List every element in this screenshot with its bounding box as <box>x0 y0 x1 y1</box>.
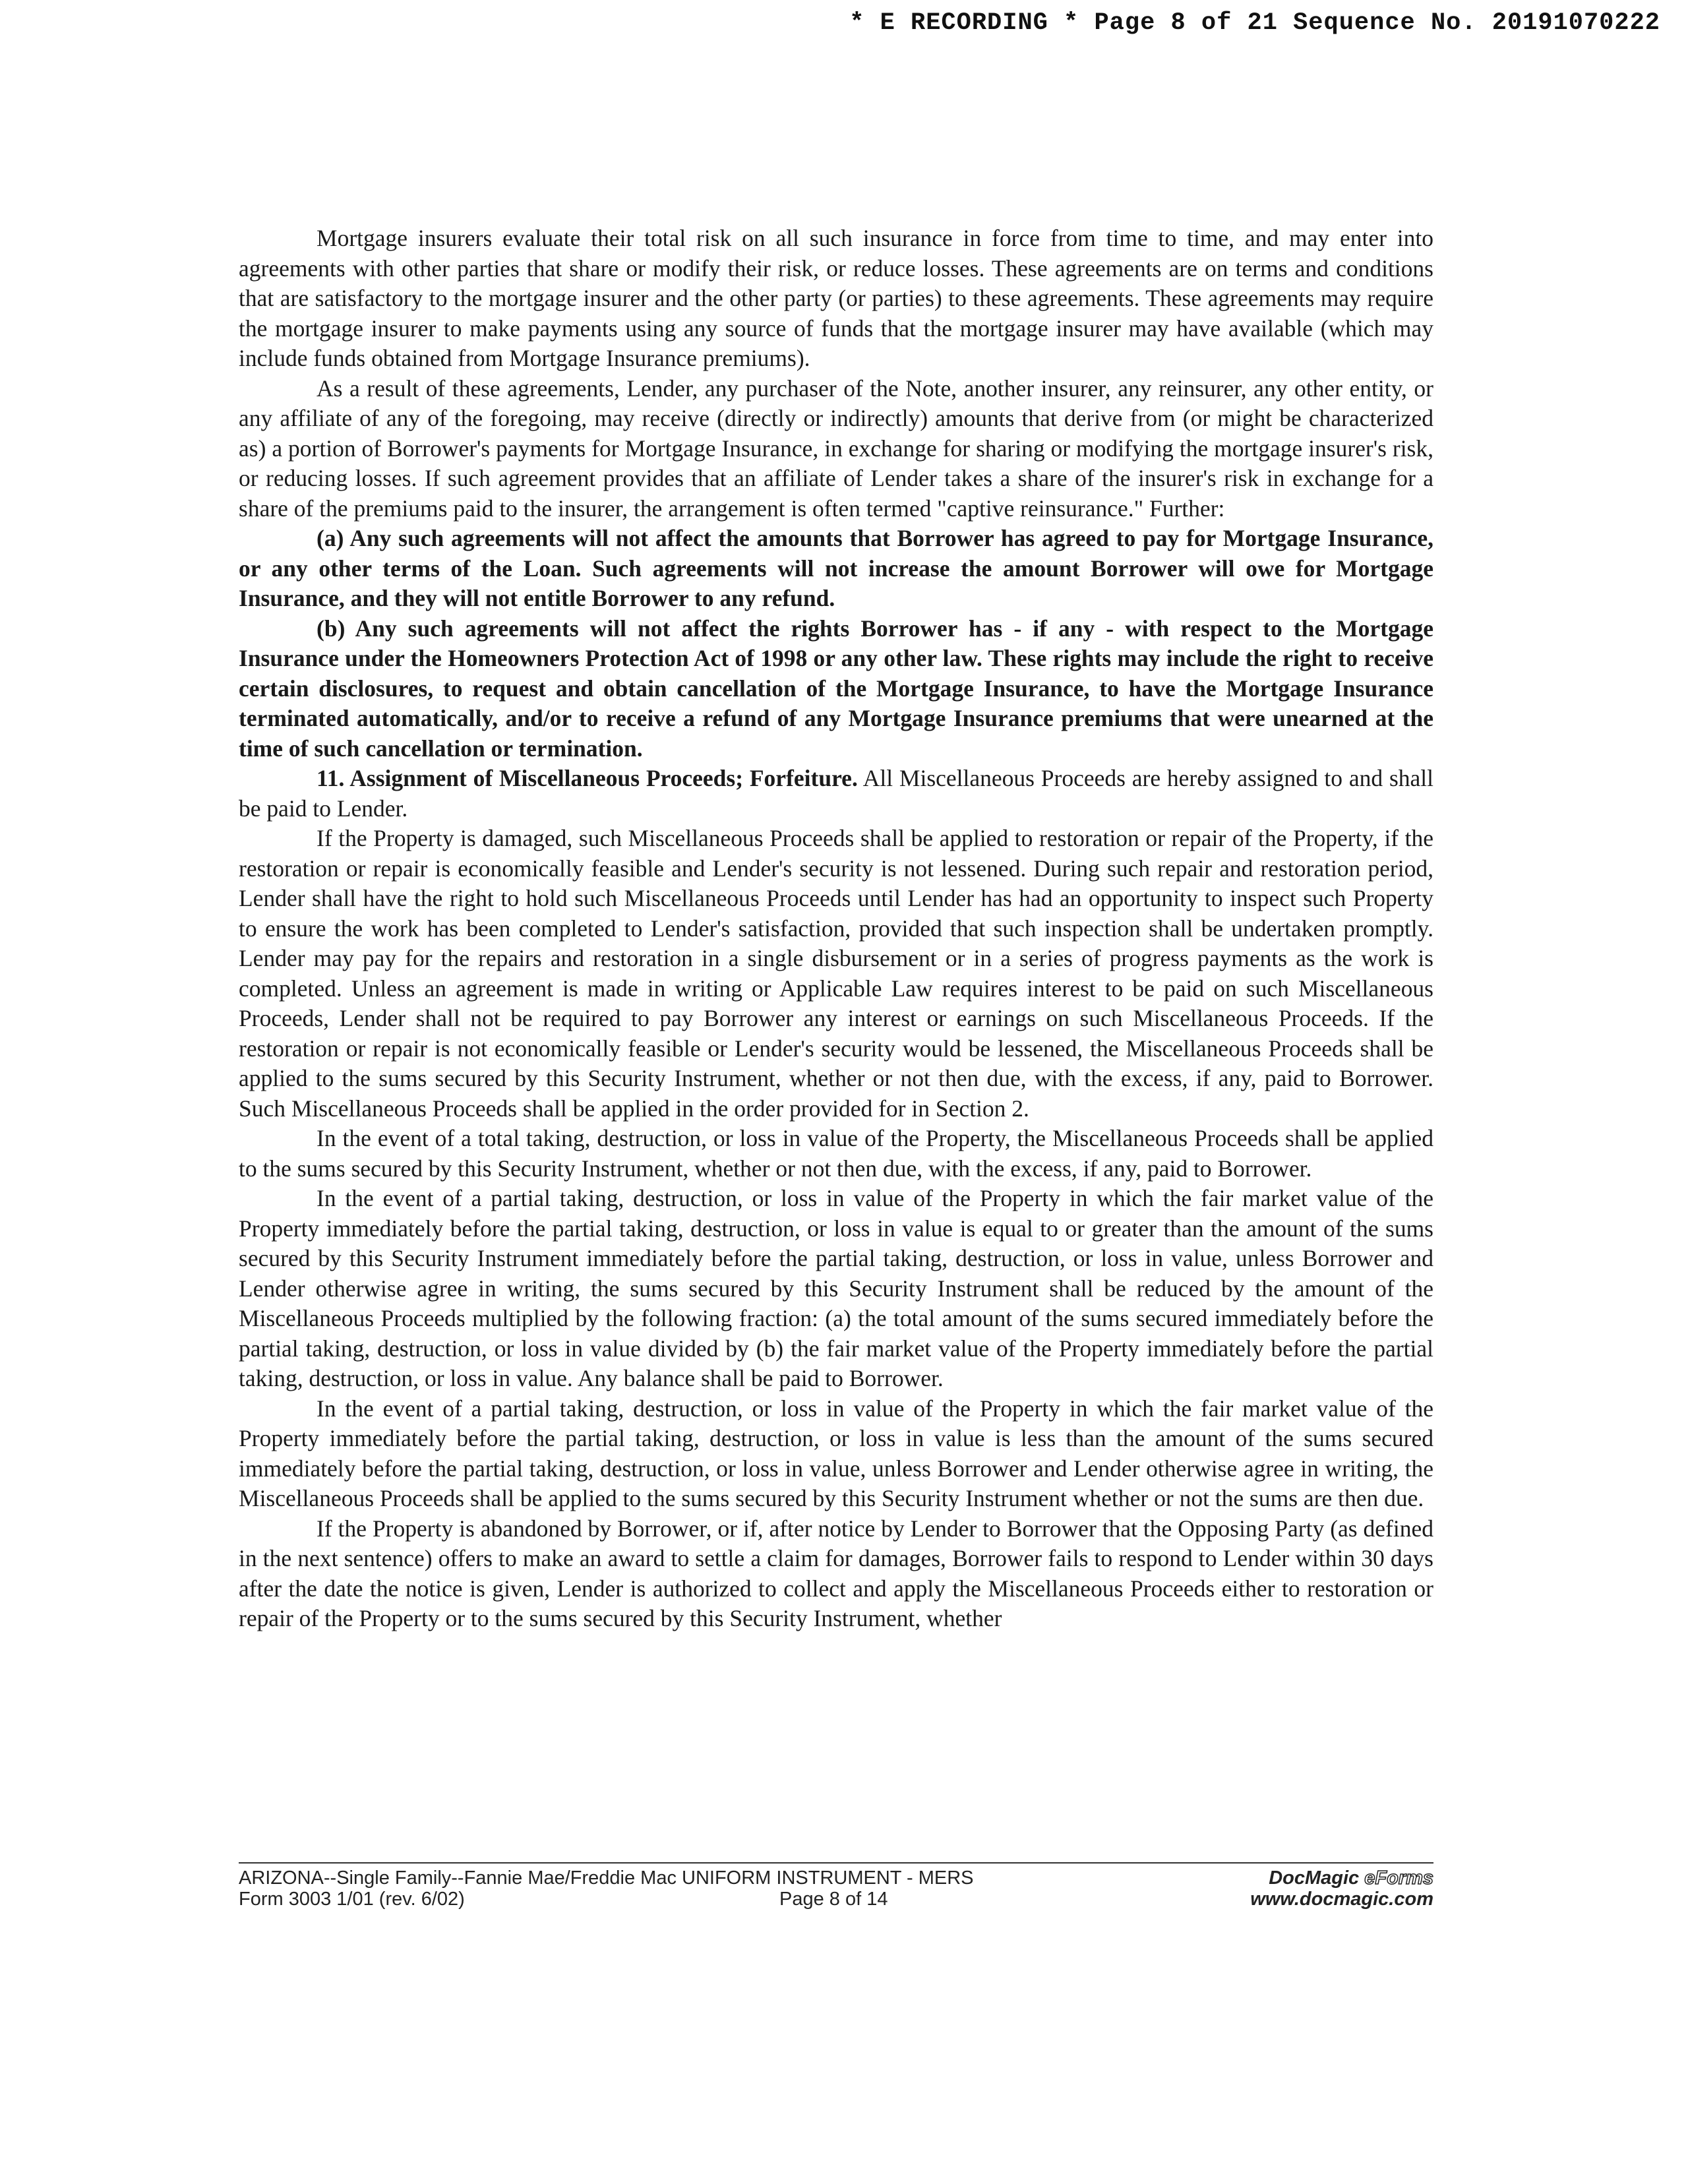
document-body <box>239 224 1433 1634</box>
brand-name: DocMagic <box>1269 1867 1360 1889</box>
footer-page-number: Page 8 of 14 <box>779 1889 888 1910</box>
paragraph-property-abandoned: If the Property is abandoned by Borrower, or if, after notice by Lender to Borrower that the Opposing Party (as defined in the next sentence) offers to make an award to settle a claim for damages, Borrower fails to respond to Lender within 30 days after the date the notice is given, Lender is authorized to collect and apply the Miscellaneous Proceeds either to restoration or repair of the Property or to the sums secured by this Security Instrument, whether <box>239 1515 1433 1631</box>
footer-brand <box>1250 1867 1433 1910</box>
paragraph-clause-a: (a) Any such agreements will not affect the amounts that Borrower has agreed to pay for Mortgage Insurance, or any other terms of the Loan. Such agreements will not increase the amount Borrower will owe for Mortgage Insurance, and they will not entitle Borrower to any refund. <box>239 525 1433 611</box>
paragraph-clause-b: (b) Any such agreements will not affect the rights Borrower has - if any - with respect to the Mortgage Insurance under the Homeowners Protection Act of 1998 or any other law. These rights may include the right to receive certain disclosures, to request and obtain cancellation of the Mortgage Insurance, to have the Mortgage Insurance terminated automatically, and/or to receive a refund of any Mortgage Insurance premiums that were unearned at the time of such cancellation or termination. <box>239 615 1433 762</box>
paragraph-property-damaged: If the Property is damaged, such Miscellaneous Proceeds shall be applied to restoration or repair of the Property, if the restoration or repair is economically feasible and Lender's security is not lessened. During such repair and restoration period, Lender shall have the right to hold such Miscellaneous Proceeds until Lender has had an opportunity to inspect such Property to ensure the work has been completed to Lender's satisfaction, provided that such inspection shall be undertaken promptly. Lender may pay for the repairs and restoration in a single disbursement or in a series of progress payments as the work is completed. Unless an agreement is made in writing or Applicable Law requires interest to be paid on such Miscellaneous Proceeds, Lender shall not be required to pay Borrower any interest or earnings on such Miscellaneous Proceeds. If the restoration or repair is not economically feasible or Lender's security would be lessened, the Miscellaneous Proceeds shall be applied to the sums secured by this Security Instrument, whether or not then due, with the excess, if any, paid to Borrower. Such Miscellaneous Proceeds shall be applied in the order provided for in Section 2. <box>239 825 1433 1122</box>
footer-divider <box>239 1862 1433 1864</box>
page-footer <box>239 1867 1433 1920</box>
paragraph-section-11 <box>239 764 1433 824</box>
recording-stamp: * E RECORDING * Page 8 of 21 Sequence No. 20191070222 <box>849 9 1660 37</box>
paragraph-result-of-agreements: As a result of these agreements, Lender, any purchaser of the Note, another insurer, any reinsurer, any other entity, or any affiliate of any of the foregoing, may receive (directly or indirectly) amounts that derive from (or might be characterized as) a portion of Borrower's payments for Mortgage Insurance, in exchange for sharing or modifying the mortgage insurer's risk, or reducing losses. If such agreement provides that an affiliate of Lender takes a share of the insurer's risk in exchange for a share of the premiums paid to the insurer, the arrangement is often termed "captive reinsurance." Further: <box>239 375 1433 522</box>
paragraph-total-taking: In the event of a total taking, destruction, or loss in value of the Property, the Miscellaneous Proceeds shall be applied to the sums secured by this Security Instrument, whether or not then due, with the excess, if any, paid to Borrower. <box>239 1125 1433 1182</box>
brand-url: www.docmagic.com <box>1250 1889 1433 1910</box>
paragraph-mortgage-insurers: Mortgage insurers evaluate their total risk on all such insurance in force from time to time, and may enter into agreements with other parties that share or modify their risk, or reduce losses. These agreements are on terms and conditions that are satisfactory to the mortgage insurer and the other party (or parties) to these agreements. These agreements may require the mortgage insurer to make payments using any source of funds that the mortgage insurer may have available (which may include funds obtained from Mortgage Insurance premiums). <box>239 225 1433 371</box>
paragraph-partial-taking-greater: In the event of a partial taking, destruction, or loss in value of the Property in which the fair market value of the Property immediately before the partial taking, destruction, or loss in value is equal to or greater than the amount of the sums secured by this Security Instrument immediately before the partial taking, destruction, or loss in value, unless Borrower and Lender otherwise agree in writing, the sums secured by this Security Instrument shall be reduced by the amount of the Miscellaneous Proceeds multiplied by the following fraction: (a) the total amount of the sums secured immediately before the partial taking, destruction, or loss in value divided by (b) the fair market value of the Property immediately before the partial taking, destruction, or loss in value. Any balance shall be paid to Borrower. <box>239 1185 1433 1391</box>
form-title: ARIZONA--Single Family--Fannie Mae/Freddie Mac UNIFORM INSTRUMENT - MERS <box>239 1867 974 1889</box>
form-number: Form 3003 1/01 (rev. 6/02) <box>239 1889 465 1910</box>
brand-product: eForms <box>1364 1867 1433 1889</box>
brand-logo <box>1250 1867 1433 1889</box>
paragraph-partial-taking-less: In the event of a partial taking, destruction, or loss in value of the Property in which the fair market value of the Property immediately before the partial taking, destruction, or loss in value is less than the amount of the sums secured immediately before the partial taking, destruction, or loss in value, unless Borrower and Lender otherwise agree in writing, the Miscellaneous Proceeds shall be applied to the sums secured by this Security Instrument whether or not the sums are then due. <box>239 1395 1433 1511</box>
section-11-text: All Miscellaneous Proceeds are hereby assigned to and shall be paid to Lender. <box>239 765 1433 822</box>
section-11-heading: 11. Assignment of Miscellaneous Proceeds; Forfeiture. <box>316 765 858 791</box>
